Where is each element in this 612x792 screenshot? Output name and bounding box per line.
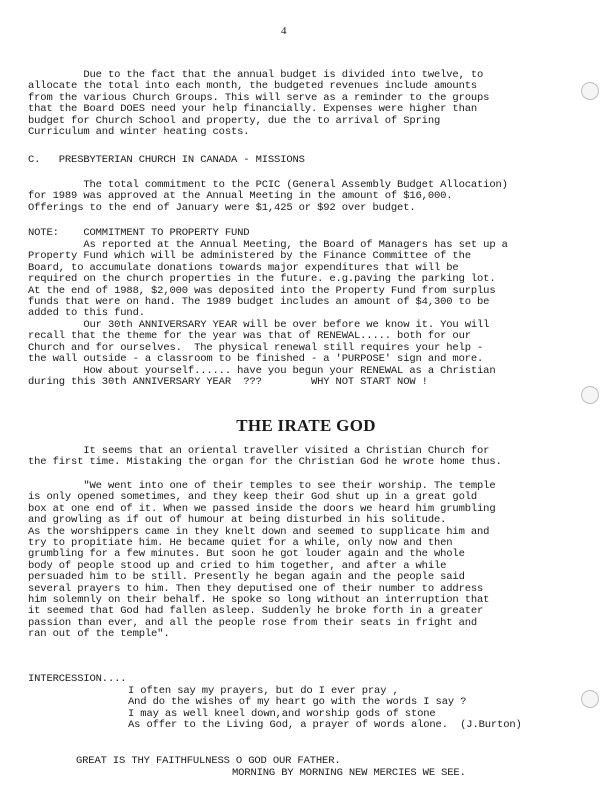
budget-paragraph: Due to the fact that the annual budget is divided into twelve, to allocate the total into each month, the budgeted revenues include amounts from the various Church Groups. This will serve as a reminder to the groups that the Board DOES need your help financially. Expenses were higher than budget for Church School and property, due the to arrival of Spring Curriculum and winter heating costs.	[28, 69, 490, 139]
section-c-heading: C. PRESBYTERIAN CHURCH IN CANADA - MISSIONS	[28, 154, 305, 166]
page-number: 4	[281, 25, 287, 37]
irate-god-heading: THE IRATE GOD	[236, 416, 376, 435]
punch-hole-middle	[581, 386, 599, 404]
note-heading: NOTE: COMMITMENT TO PROPERTY FUND	[28, 227, 250, 239]
punch-hole-bottom	[581, 690, 599, 708]
closing-line-1: GREAT IS THY FAITHFULNESS O GOD OUR FATHER.	[76, 755, 341, 767]
property-fund-paragraph: As reported at the Annual Meeting, the Board of Managers has set up a Property Fund which will be administered by the Finance Committee of the Board, to accumulate donations towards major expenditures that will be required on the church properties in the future. e.g.paving the parking lot. At the end of 1988, $2,000 was deposited into the Property Fund from surplus funds that were on hand. The 1989 budget includes an amount of $4,300 to be added to this fund.	[28, 239, 508, 320]
pcic-paragraph: The total commitment to the PCIC (General Assembly Budget Allocation) for 1989 was approved at the Annual Meeting in the amount of $16,000. Offerings to the end of January were $1,425 or $92 over budget.	[28, 179, 508, 214]
traveller-paragraph: It seems that an oriental traveller visited a Christian Church for the first time. Mistaking the organ for the Christian God he wrote home thus.	[28, 445, 502, 469]
punch-hole-top	[581, 82, 599, 100]
intercession-label: INTERCESSION....	[28, 673, 127, 685]
closing-line-2: MORNING BY MORNING NEW MERCIES WE SEE.	[232, 767, 466, 779]
temple-quote: "We went into one of their temples to see their worship. The temple is only opened sometimes, and they keep their God shut up in a great gold box at one end of it. When we passed inside the doors we heard him grumbling and growling as if out of humour at being disturbed in his solitude. As the worshippers came in they knelt down and seemed to supplicate him and try to propitiate him. He became quiet for a while, only now and then grumbling for a few minutes. But soon he got louder again and the whole body of people stood up and cried to him together, and after a while persuaded him to be still. Presently he began again and the people said several prayers to him. Then they deputised one of their number to address him solemnly on their behalf. He spoke so long without an interruption that it seemed that God had fallen asleep. Suddenly he broke forth in a greater passion than ever, and all the people rose from their seats in fright and ran out of the temple".	[28, 480, 496, 641]
intercession-poem: I often say my prayers, but do I ever pray , And do the wishes of my heart go with the words I say ? I may as well kneel down,and worship gods of stone As offer to the Living God, a prayer of words alone. (J.Burton)	[128, 685, 522, 732]
anniversary-paragraph: Our 30th ANNIVERSARY YEAR will be over before we know it. You will recall that the theme for the year was that of RENEWAL..... both for our Church and for ourselves. The physical renewal still requires your help - the wall outside - a classroom to be finished - a 'PURPOSE' sign and more. How about yourself...... have you begun your RENEWAL as a Christian during this 30th ANNIVERSARY YEAR ??? WHY NOT START NOW !	[28, 319, 496, 389]
